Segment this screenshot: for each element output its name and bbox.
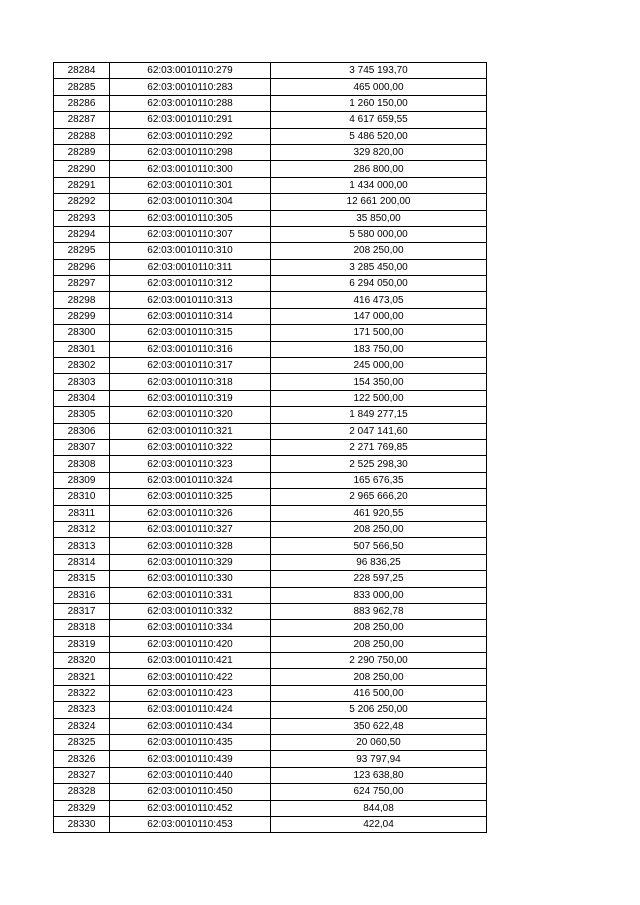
row-number-cell: 28287: [54, 112, 110, 128]
cadastral-number-cell: 62:03:0010110:304: [110, 194, 271, 210]
cadastral-number-cell: 62:03:0010110:311: [110, 259, 271, 275]
table-row: [54, 374, 487, 390]
cadastral-number-cell: 62:03:0010110:307: [110, 226, 271, 242]
cadastral-value-cell: 3 745 193,70: [271, 63, 487, 79]
table-row: [54, 685, 487, 701]
row-number-cell: 28285: [54, 79, 110, 95]
row-number-cell: 28310: [54, 489, 110, 505]
cadastral-value-cell: 833 000,00: [271, 587, 487, 603]
cadastral-number-cell: 62:03:0010110:452: [110, 800, 271, 816]
table-row: [54, 653, 487, 669]
row-number-cell: 28289: [54, 144, 110, 160]
cadastral-number-cell: 62:03:0010110:314: [110, 308, 271, 324]
table-row: [54, 587, 487, 603]
cadastral-number-cell: 62:03:0010110:317: [110, 358, 271, 374]
cadastral-number-cell: 62:03:0010110:315: [110, 325, 271, 341]
table-row: [54, 636, 487, 652]
cadastral-value-cell: 2 047 141,60: [271, 423, 487, 439]
row-number-cell: 28291: [54, 177, 110, 193]
cadastral-number-cell: 62:03:0010110:310: [110, 243, 271, 259]
table-row: [54, 669, 487, 685]
cadastral-number-cell: 62:03:0010110:283: [110, 79, 271, 95]
table-row: [54, 358, 487, 374]
row-number-cell: 28322: [54, 685, 110, 701]
cadastral-number-cell: 62:03:0010110:423: [110, 685, 271, 701]
cadastral-number-cell: 62:03:0010110:324: [110, 472, 271, 488]
row-number-cell: 28318: [54, 620, 110, 636]
table-row: [54, 161, 487, 177]
row-number-cell: 28298: [54, 292, 110, 308]
cadastral-value-cell: 208 250,00: [271, 620, 487, 636]
table-row: [54, 472, 487, 488]
table-row: [54, 489, 487, 505]
table-row: [54, 144, 487, 160]
cadastral-value-cell: 416 473,05: [271, 292, 487, 308]
cadastral-value-cell: 416 500,00: [271, 685, 487, 701]
cadastral-value-cell: 35 850,00: [271, 210, 487, 226]
row-number-cell: 28294: [54, 226, 110, 242]
row-number-cell: 28295: [54, 243, 110, 259]
cadastral-number-cell: 62:03:0010110:439: [110, 751, 271, 767]
table-body: [54, 63, 487, 833]
cadastral-number-cell: 62:03:0010110:326: [110, 505, 271, 521]
cadastral-number-cell: 62:03:0010110:279: [110, 63, 271, 79]
table-row: [54, 390, 487, 406]
cadastral-number-cell: 62:03:0010110:421: [110, 653, 271, 669]
cadastral-value-cell: 422,04: [271, 816, 487, 832]
cadastral-number-cell: 62:03:0010110:420: [110, 636, 271, 652]
table-row: [54, 505, 487, 521]
row-number-cell: 28292: [54, 194, 110, 210]
row-number-cell: 28320: [54, 653, 110, 669]
table-row: [54, 439, 487, 455]
table-row: [54, 341, 487, 357]
cadastral-number-cell: 62:03:0010110:301: [110, 177, 271, 193]
cadastral-number-cell: 62:03:0010110:325: [110, 489, 271, 505]
row-number-cell: 28313: [54, 538, 110, 554]
cadastral-value-cell: 183 750,00: [271, 341, 487, 357]
table-row: [54, 423, 487, 439]
cadastral-value-cell: 1 260 150,00: [271, 95, 487, 111]
cadastral-number-cell: 62:03:0010110:321: [110, 423, 271, 439]
row-number-cell: 28286: [54, 95, 110, 111]
table-row: [54, 800, 487, 816]
cadastral-number-cell: 62:03:0010110:305: [110, 210, 271, 226]
table-row: [54, 308, 487, 324]
cadastral-value-cell: 5 580 000,00: [271, 226, 487, 242]
row-number-cell: 28308: [54, 456, 110, 472]
row-number-cell: 28305: [54, 407, 110, 423]
cadastral-number-cell: 62:03:0010110:327: [110, 521, 271, 537]
row-number-cell: 28311: [54, 505, 110, 521]
cadastral-value-cell: 1 434 000,00: [271, 177, 487, 193]
cadastral-number-cell: 62:03:0010110:298: [110, 144, 271, 160]
row-number-cell: 28296: [54, 259, 110, 275]
row-number-cell: 28323: [54, 702, 110, 718]
cadastral-value-cell: 286 800,00: [271, 161, 487, 177]
cadastral-number-cell: 62:03:0010110:318: [110, 374, 271, 390]
table-row: [54, 718, 487, 734]
cadastral-number-cell: 62:03:0010110:453: [110, 816, 271, 832]
cadastral-number-cell: 62:03:0010110:328: [110, 538, 271, 554]
cadastral-value-cell: 245 000,00: [271, 358, 487, 374]
table-row: [54, 194, 487, 210]
cadastral-number-cell: 62:03:0010110:329: [110, 554, 271, 570]
cadastral-value-cell: 2 290 750,00: [271, 653, 487, 669]
row-number-cell: 28327: [54, 767, 110, 783]
cadastral-value-cell: 883 962,78: [271, 603, 487, 619]
row-number-cell: 28297: [54, 276, 110, 292]
cadastral-number-cell: 62:03:0010110:332: [110, 603, 271, 619]
cadastral-value-cell: 329 820,00: [271, 144, 487, 160]
cadastral-number-cell: 62:03:0010110:319: [110, 390, 271, 406]
cadastral-value-cell: 507 566,50: [271, 538, 487, 554]
cadastral-value-cell: 465 000,00: [271, 79, 487, 95]
cadastral-value-cell: 2 965 666,20: [271, 489, 487, 505]
table-row: [54, 751, 487, 767]
row-number-cell: 28317: [54, 603, 110, 619]
cadastral-number-cell: 62:03:0010110:440: [110, 767, 271, 783]
cadastral-number-cell: 62:03:0010110:424: [110, 702, 271, 718]
table-row: [54, 243, 487, 259]
cadastral-number-cell: 62:03:0010110:422: [110, 669, 271, 685]
row-number-cell: 28321: [54, 669, 110, 685]
cadastral-value-cell: 6 294 050,00: [271, 276, 487, 292]
cadastral-number-cell: 62:03:0010110:288: [110, 95, 271, 111]
row-number-cell: 28319: [54, 636, 110, 652]
table-row: [54, 276, 487, 292]
cadastral-value-cell: 147 000,00: [271, 308, 487, 324]
table-row: [54, 128, 487, 144]
cadastral-value-cell: 2 525 298,30: [271, 456, 487, 472]
row-number-cell: 28303: [54, 374, 110, 390]
row-number-cell: 28312: [54, 521, 110, 537]
table-row: [54, 112, 487, 128]
table-row: [54, 259, 487, 275]
row-number-cell: 28304: [54, 390, 110, 406]
cadastral-value-cell: 844,08: [271, 800, 487, 816]
cadastral-value-cell: 2 271 769,85: [271, 439, 487, 455]
row-number-cell: 28306: [54, 423, 110, 439]
cadastral-number-cell: 62:03:0010110:323: [110, 456, 271, 472]
table-row: [54, 95, 487, 111]
cadastral-value-cell: 350 622,48: [271, 718, 487, 734]
row-number-cell: 28325: [54, 735, 110, 751]
cadastral-value-cell: 461 920,55: [271, 505, 487, 521]
cadastral-value-cell: 208 250,00: [271, 636, 487, 652]
row-number-cell: 28309: [54, 472, 110, 488]
table-row: [54, 226, 487, 242]
row-number-cell: 28301: [54, 341, 110, 357]
table-row: [54, 63, 487, 79]
table-row: [54, 325, 487, 341]
table-row: [54, 735, 487, 751]
row-number-cell: 28290: [54, 161, 110, 177]
cadastral-value-cell: 4 617 659,55: [271, 112, 487, 128]
table-row: [54, 816, 487, 832]
cadastral-value-cell: 20 060,50: [271, 735, 487, 751]
cadastral-value-cell: 165 676,35: [271, 472, 487, 488]
row-number-cell: 28324: [54, 718, 110, 734]
cadastral-value-table: [53, 62, 487, 833]
cadastral-number-cell: 62:03:0010110:320: [110, 407, 271, 423]
table-row: [54, 456, 487, 472]
cadastral-value-cell: 208 250,00: [271, 669, 487, 685]
cadastral-value-cell: 3 285 450,00: [271, 259, 487, 275]
cadastral-number-cell: 62:03:0010110:450: [110, 784, 271, 800]
cadastral-value-cell: 208 250,00: [271, 243, 487, 259]
row-number-cell: 28302: [54, 358, 110, 374]
table-row: [54, 210, 487, 226]
cadastral-value-cell: 123 638,80: [271, 767, 487, 783]
table-row: [54, 702, 487, 718]
cadastral-number-cell: 62:03:0010110:292: [110, 128, 271, 144]
cadastral-value-cell: 12 661 200,00: [271, 194, 487, 210]
cadastral-number-cell: 62:03:0010110:300: [110, 161, 271, 177]
cadastral-number-cell: 62:03:0010110:313: [110, 292, 271, 308]
table-row: [54, 292, 487, 308]
row-number-cell: 28329: [54, 800, 110, 816]
row-number-cell: 28293: [54, 210, 110, 226]
table-row: [54, 79, 487, 95]
row-number-cell: 28288: [54, 128, 110, 144]
cadastral-number-cell: 62:03:0010110:334: [110, 620, 271, 636]
row-number-cell: 28284: [54, 63, 110, 79]
cadastral-number-cell: 62:03:0010110:316: [110, 341, 271, 357]
cadastral-value-cell: 208 250,00: [271, 521, 487, 537]
cadastral-number-cell: 62:03:0010110:435: [110, 735, 271, 751]
row-number-cell: 28315: [54, 571, 110, 587]
cadastral-value-cell: 5 206 250,00: [271, 702, 487, 718]
row-number-cell: 28330: [54, 816, 110, 832]
cadastral-value-cell: 171 500,00: [271, 325, 487, 341]
table-row: [54, 603, 487, 619]
row-number-cell: 28307: [54, 439, 110, 455]
cadastral-number-cell: 62:03:0010110:291: [110, 112, 271, 128]
cadastral-number-cell: 62:03:0010110:330: [110, 571, 271, 587]
table-row: [54, 407, 487, 423]
row-number-cell: 28328: [54, 784, 110, 800]
cadastral-value-cell: 624 750,00: [271, 784, 487, 800]
cadastral-value-cell: 5 486 520,00: [271, 128, 487, 144]
cadastral-number-cell: 62:03:0010110:331: [110, 587, 271, 603]
row-number-cell: 28299: [54, 308, 110, 324]
table-row: [54, 177, 487, 193]
row-number-cell: 28316: [54, 587, 110, 603]
row-number-cell: 28300: [54, 325, 110, 341]
cadastral-value-cell: 154 350,00: [271, 374, 487, 390]
cadastral-number-cell: 62:03:0010110:434: [110, 718, 271, 734]
table-row: [54, 571, 487, 587]
table-row: [54, 767, 487, 783]
cadastral-number-cell: 62:03:0010110:322: [110, 439, 271, 455]
row-number-cell: 28314: [54, 554, 110, 570]
table-row: [54, 620, 487, 636]
table-row: [54, 784, 487, 800]
table-row: [54, 538, 487, 554]
cadastral-value-cell: 228 597,25: [271, 571, 487, 587]
table-row: [54, 521, 487, 537]
cadastral-value-cell: 1 849 277,15: [271, 407, 487, 423]
cadastral-number-cell: 62:03:0010110:312: [110, 276, 271, 292]
cadastral-value-cell: 93 797,94: [271, 751, 487, 767]
table-row: [54, 554, 487, 570]
cadastral-value-cell: 122 500,00: [271, 390, 487, 406]
cadastral-value-cell: 96 836,25: [271, 554, 487, 570]
row-number-cell: 28326: [54, 751, 110, 767]
